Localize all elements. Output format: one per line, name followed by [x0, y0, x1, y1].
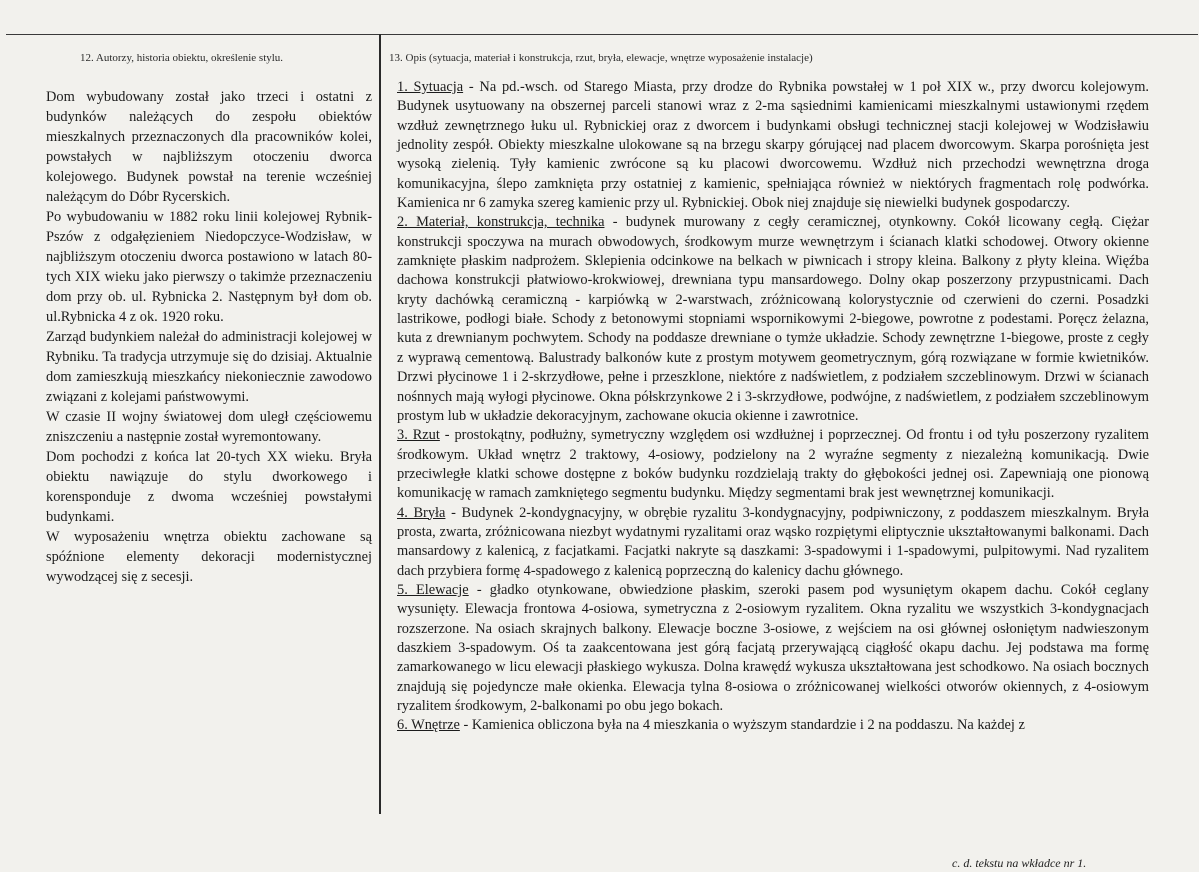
section-title: 6. Wnętrze: [397, 717, 460, 734]
section-interior: [397, 716, 1149, 735]
section-elevations: [397, 581, 1149, 716]
section-text: - Kamienica obliczona była na 4 mieszkania o wyższym standardzie i 2 na poddaszu. Na każdej z: [459, 717, 1025, 734]
right-column-heading: 13. Opis (sytuacja, materiał i konstrukcja, rzut, bryła, elewacje, wnętrze wyposażenie instalacje): [389, 52, 813, 64]
section-text: - budynek murowany z cegły ceramicznej, otynkowny. Cokół licowany cegłą. Ciężar konstrukcji spoczywa na murach obwodowych, środkowym murze wewnętrzym i ścianach klatki schodowej. Otwory okienne zamknięte płaskim nadprożem. Sklepienia odcinkowe na belkach w piwnicach i stropy kleina. Balkony z płyty kleina. Więźba dachowa konstrukcji płatwiowo-krokwiowej, drewniana typu mansardowego. Dolny okap poszerzony przypustnicami. Dach kryty dachówką ceramiczną - karpiówką w 2-warstwach, zróżnicowaną kolorystycznie od czerwieni do czerni. Posadzki lastrikowe, podłogi białe. Schody z betonowymi stopniami wspornikowymi 2-biegowe, powrotne z podestami. Poręcz żelazna, kuta z drewnianym pochwytem. Schody na poddasze drewniane o tymże układzie. Schody zewnętrzne 1-biegowe, proste z cegły z wyprawą cementową. Balustrady balkonów kute z prostym motywem geometrycznym, górą rozwiązane w formie kwietników. Drzwi płycinowe 1 i 2-skrzydłowe, pełne i przeszklone, niektóre z nadświetlem, z podziałem szczeblinowym. Drzwi w ścianach nośnnych mają wyłogi płycinowe. Okna półskrzynkowe 2 i 3-skrzydłowe, podwójne, z nadświetlem, z podziałem szczeblinowym prostym lub w układzie dekoracyjnym, zachowane okucia okienne i zawrotnice.: [397, 214, 1149, 424]
section-text: - Budynek 2-kondygnacyjny, w obrębie ryzalitu 3-kondygnacyjny, podpiwniczony, z poddaszem mieszkalnym. Bryła prosta, zwarta, zróżnicowana niezbyt wydatnymi ryzalitami oraz wąsko rozpiętymi eliptycznie ukształtowanymi balkonami. Dach mansardowy z kalenicą, z facjatkami. Facjatki nakryte są daszkami: 3-spadowymi i 1-spadowymi, pulpitowymi. Nad ryzalitem dach przybiera formę 4-spadowego z kalenicą poprzeczną do kalenicy dachu głównego.: [397, 504, 1149, 579]
section-text: - Na pd.-wsch. od Starego Miasta, przy drodze do Rybnika powstałej w 1 poł XIX w., przy dworcu kolejowym. Budynek usytuowany na obszernej parceli stanowi wraz z 2-ma sąsiednimi kamienicami mieszkalnymi ustawionymi rzędem wzdłuż zewnętrznego łuku ul. Rybnickiej oraz z dworcem i budynkami obsługi technicznej stacji kolejowej w Wodzisławiu jednolity zespół. Obiekty mieszkalne ulokowane są na brzegu skarpy górującej nad placem dworcowym. Skarpa porośnięta jest wysoką zielenią. Tyły kamienic zwrócone są ku placowi dworcowemu. Wzdłuż nich przechodzi wewnętrzna droga komunikacyjna, ślepo zamknięta przy ostatniej z kamienic, spełniająca również w niektórych fragmentach rolę podwórka. Kamienica nr 6 zamyka szereg kamienic przy ul. Rybnickiej. Obok niej znajduje się niewielki budynek gospodarczy.: [397, 79, 1149, 212]
history-paragraph: Zarząd budynkiem należał do administracji kolejowej w Rybniku. Ta tradycja utrzymuje się do dzisiaj. Aktualnie dom zamieszkują mieszkańcy niekoniecznie zawodowo związani z kolejami państwowymi.: [46, 329, 372, 405]
section-title: 5. Elewacje: [397, 581, 469, 598]
section-plan: [397, 426, 1149, 503]
history-paragraph: Dom pochodzi z końca lat 20-tych XX wieku. Bryła obiektu nawiązuje do stylu dworkowego i korensponduje z dwoma wcześniej powstałymi budynkami.: [46, 449, 372, 525]
history-paragraph: Po wybudowaniu w 1882 roku linii kolejowej Rybnik-Pszów z odgałęzieniem Niedopczyce-Wodzisław, w najbliższym otoczeniu dworca postawiono w latach 80-tych XIX wieku jako pierwszy o takimże przeznaczeniu dom przy ob. ul. Rybnicka 2. Następnym był dom ob. ul.Rybnicka 4 z ok. 1920 roku.: [46, 209, 372, 325]
section-body: [397, 504, 1149, 581]
history-column: [46, 87, 372, 587]
section-title: 3. Rzut: [397, 427, 440, 444]
section-material: [397, 213, 1149, 426]
section-text: - gładko otynkowane, obwiedzione płaskim, szeroki pasem pod wysuniętym okapem dachu. Cokół ceglany wysunięty. Elewacja frontowa 4-osiowa, symetryczna z 2-osiowym ryzalitem. Okna ryzalitu we wszystkich 3-kondygnacjach rozszerzone. Na osiach skrajnych balkony. Elewacje boczne 3-osiowe, z wejściem na osi głównej osłoniętym nadwieszonym daszkiem 3-spadowym. Oś ta zaakcentowana jest górą facjatą przerywającą ciągłość okapu dachu. Jej podstawa ma formę zamarkowanego w licu elewacji płaskiego wykusza. Dolna krawędź wykusza ukształtowana jest schodkowo. Na osiach bocznych znajdują się pojedyncze małe okienka. Elewacja tylna 8-osiowa o zróżnicowanej wielkości otworów okiennych, z 4-osiowym ryzalitem środkowym, 2-balkonami po obu jego bokach.: [397, 581, 1149, 714]
top-rule: [6, 34, 1198, 35]
column-divider: [379, 34, 381, 814]
description-column: [397, 78, 1149, 736]
history-paragraph: W wyposażeniu wnętrza obiektu zachowane są spóźnione elementy dekoracji modernistycznej wywodzącej się z secesji.: [46, 529, 372, 585]
section-situation: [397, 78, 1149, 213]
section-title: 4. Bryła: [397, 504, 446, 521]
section-title: 2. Materiał, konstrukcja, technika: [397, 214, 605, 231]
history-paragraph: Dom wybudowany został jako trzeci i ostatni z budynków należących do zespołu obiektów mieszkalnych przeznaczonych dla pracowników kolei, powstałych w najbliższym otoczeniu dworca kolejowego. Budynek powstał na terenie wcześniej należącym do Dóbr Rycerskich.: [46, 89, 372, 205]
left-column-heading: 12. Autorzy, historia obiektu, określenie stylu.: [80, 52, 284, 64]
section-text: - prostokątny, podłużny, symetryczny względem osi wzdłużnej i poprzecznej. Od frontu i od tyłu poszerzony ryzalitem środkowym. Układ wnętrz 2 traktowy, 4-osiowy, podzielony na 2 wyraźne segmenty z niezależną komunikacją. Dwie przeciwległe klatki schowe dostępne z boków budynku rozdzielają trakty do głębokości jednej osi. Zapewniają one pionową komunikację w ramach zamkniętego segmentu budynku. Między segmentami brak jest wewnętrznej komunikacji.: [397, 427, 1149, 502]
continuation-note: c. d. tekstu na wkładce nr 1.: [952, 856, 1087, 870]
section-title: 1. Sytuacja: [397, 79, 464, 95]
history-paragraph: W czasie II wojny światowej dom uległ częściowemu zniszczeniu a następnie został wyremontowany.: [46, 409, 372, 445]
